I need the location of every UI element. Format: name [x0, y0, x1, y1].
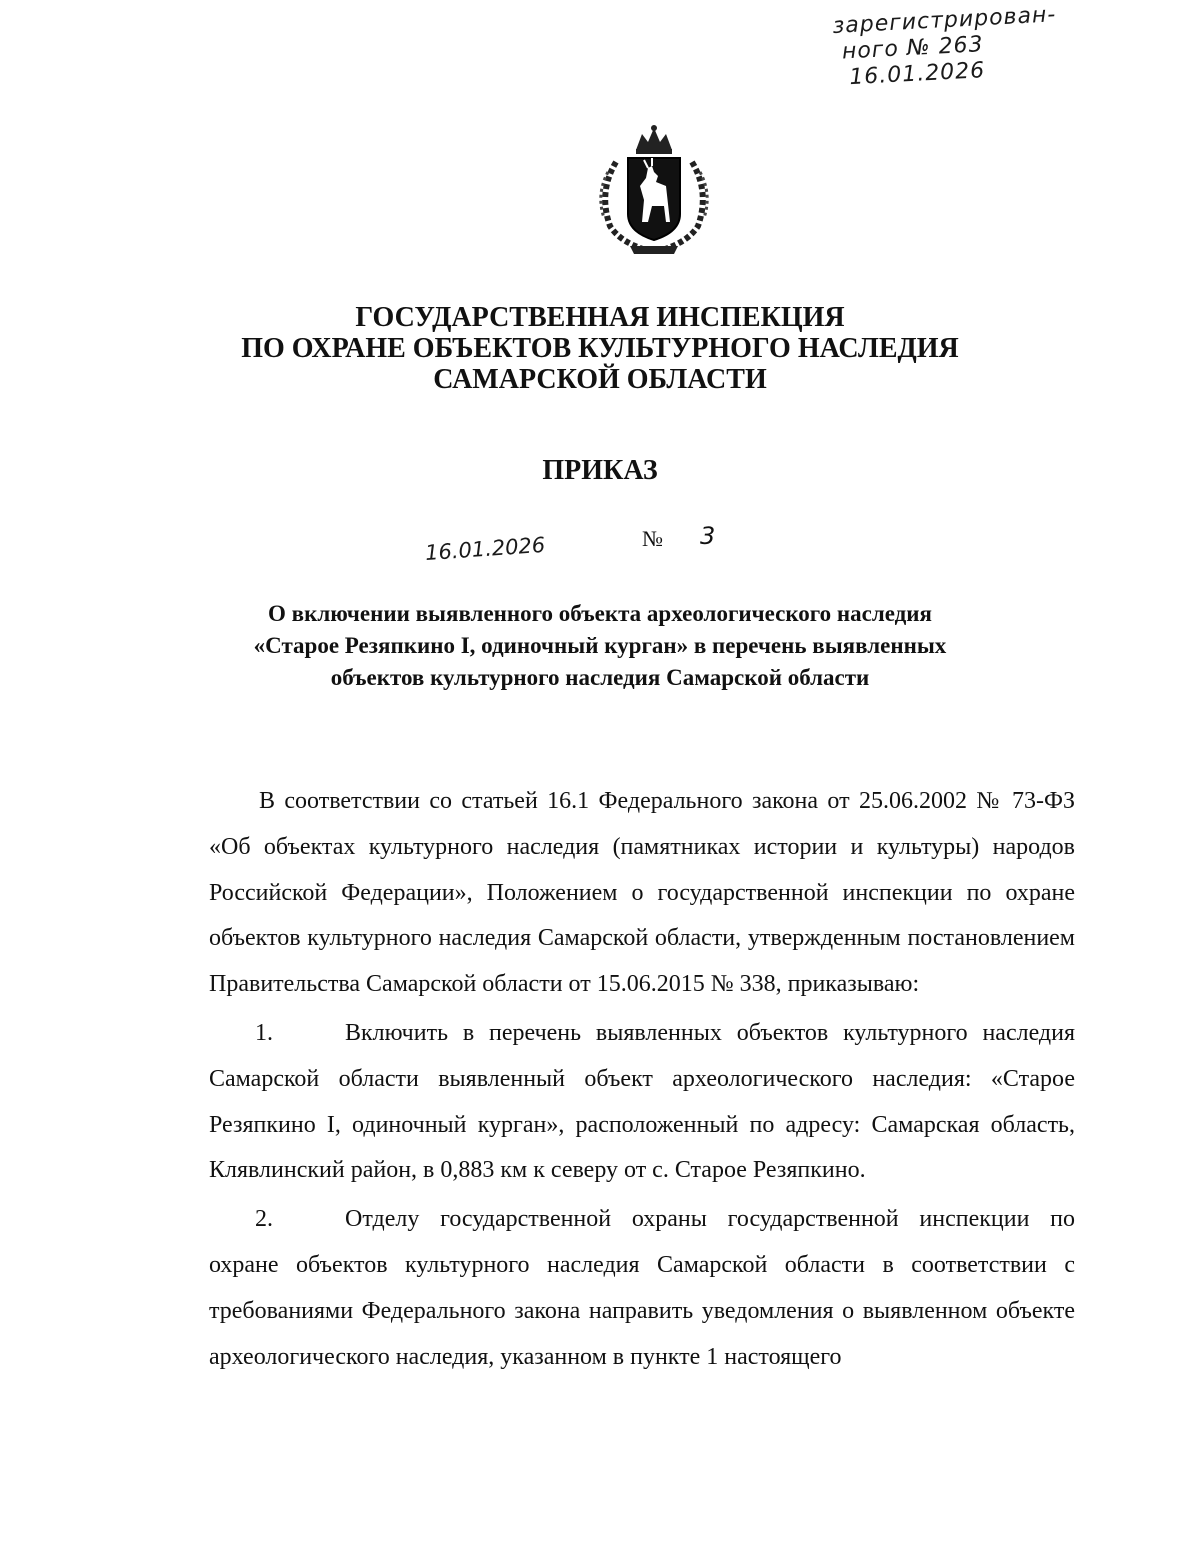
subject-line: объектов культурного наследия Самарской области [330, 665, 870, 690]
organization-line: ПО ОХРАНЕ ОБЪЕКТОВ КУЛЬТУРНОГО НАСЛЕДИЯ [241, 333, 959, 364]
registration-note-line: ного № 263 [841, 32, 985, 65]
preamble-paragraph: В соответствии со статьей 16.1 Федерального закона от 25.06.2002 № 73-ФЗ «Об объектах культурного наследия (памятниках истории и культуры) народов Российской Федерации», Положением о государственной инспекции по охране объектов культурного наследия Самарской области, утвержденным постановлением Правительства Самарской области от 15.06.2015 № 338, приказываю: [209, 788, 1075, 998]
order-body [209, 779, 1075, 1380]
registration-handwritten-note [832, 0, 1136, 92]
organization-line: ГОСУДАРСТВЕННАЯ ИНСПЕКЦИЯ [355, 302, 845, 333]
subject-line: «Старое Резяпкино I, одиночный курган» в перечень выявленных [253, 633, 947, 658]
item-1-number: 1. [255, 1019, 273, 1046]
samara-coat-of-arms-icon [586, 122, 722, 258]
item-2-paragraph [209, 1197, 1075, 1380]
item-1-text: Включить в перечень выявленных объектов культурного наследия Самарской области выявленный объект археологического наследия: «Старое Резяпкино I, одиночный курган», расположенный по адресу: Самарская область, Клявлинский район, в 0,883 км к северу от с. Старое Резяпкино. [209, 1019, 1075, 1184]
item-2-number: 2. [255, 1206, 273, 1233]
item-1-paragraph [209, 1011, 1075, 1194]
registration-note-date: 16.01.2026 [848, 58, 986, 91]
registration-note-line: зарегистрирован- [832, 2, 1057, 39]
order-number: 3 [700, 522, 716, 550]
order-subject [100, 598, 1100, 694]
organization-line: САМАРСКОЙ ОБЛАСТИ [433, 364, 767, 395]
organization-name [100, 302, 1100, 395]
order-date: 16.01.2026 [424, 532, 546, 566]
order-number-label: № [642, 526, 663, 551]
subject-line: О включении выявленного объекта археологического наследия [268, 601, 932, 626]
order-title: ПРИКАЗ [542, 455, 658, 486]
item-2-text: Отделу государственной охраны государственной инспекции по охране объектов культурного наследия Самарской области в соответствии с требованиями Федерального закона направить уведомления о выявленном объекте археологического наследия, указанном в пункте 1 настоящего [209, 1206, 1075, 1370]
